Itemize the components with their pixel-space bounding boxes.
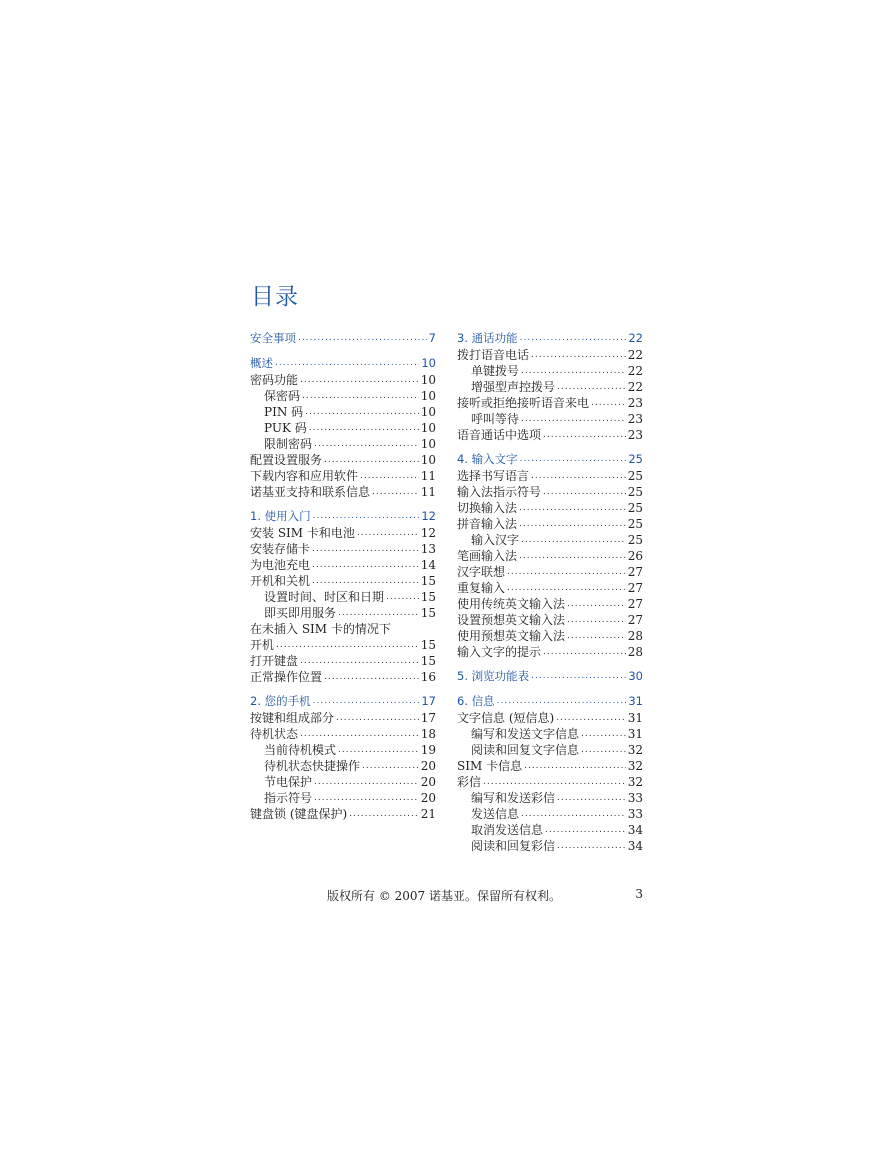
toc-entry[interactable] xyxy=(250,452,436,468)
toc-entry-title: 设置时间、时区和日期 xyxy=(264,590,385,604)
toc-entry-title: 4. 输入文字 xyxy=(457,452,518,466)
toc-page-number: 7 xyxy=(428,331,436,345)
toc-page-number: 26 xyxy=(627,549,643,563)
dot-leader xyxy=(357,525,419,541)
toc-section-heading[interactable] xyxy=(250,508,436,525)
toc-entry-title: 接听或拒绝接听语音来电 xyxy=(457,396,590,410)
toc-page-number: 33 xyxy=(627,791,643,805)
toc-page-number: 34 xyxy=(627,823,643,837)
toc-entry[interactable] xyxy=(457,758,643,774)
dot-leader xyxy=(302,388,419,404)
toc-subentry[interactable] xyxy=(457,838,643,854)
dot-leader xyxy=(557,838,626,854)
toc-entry[interactable] xyxy=(457,644,643,660)
dot-leader xyxy=(521,806,626,822)
toc-page-number: 21 xyxy=(420,807,436,821)
toc-page-number: 25 xyxy=(627,517,643,531)
toc-entry-title: 发送信息 xyxy=(471,807,520,821)
toc-entry-title: 安装存储卡 xyxy=(250,542,311,556)
toc-page-number: 10 xyxy=(420,453,436,467)
dot-leader xyxy=(275,355,419,372)
toc-subentry[interactable] xyxy=(250,742,436,758)
dot-leader xyxy=(543,427,626,443)
toc-entry-title: 使用预想英文输入法 xyxy=(457,629,566,643)
toc-entry-title: 待机状态快捷操作 xyxy=(264,759,361,773)
dot-leader xyxy=(524,758,626,774)
toc-entry-title: 节电保护 xyxy=(264,775,313,789)
dot-leader xyxy=(557,379,626,395)
toc-entry-title: 2. 您的手机 xyxy=(250,694,311,708)
toc-entry-title: 文字信息 (短信息) xyxy=(457,711,555,725)
toc-section-heading[interactable] xyxy=(457,330,643,347)
toc-page-number: 15 xyxy=(420,590,436,604)
toc-entry[interactable] xyxy=(250,621,436,637)
dot-leader xyxy=(324,669,419,685)
toc-subentry[interactable] xyxy=(457,379,643,395)
toc-entry[interactable] xyxy=(457,612,643,628)
toc-section-heading[interactable] xyxy=(457,451,643,468)
toc-entry[interactable] xyxy=(250,541,436,557)
toc-entry[interactable] xyxy=(457,710,643,726)
section-gap xyxy=(457,660,643,668)
toc-entry-title: 配置设置服务 xyxy=(250,453,323,467)
toc-subentry[interactable] xyxy=(457,411,643,427)
toc-section-heading[interactable] xyxy=(250,693,436,710)
page-title: 目录 xyxy=(251,284,299,310)
toc-entry-title: 概述 xyxy=(250,356,273,370)
toc-page-number: 12 xyxy=(420,526,436,540)
toc-section-heading[interactable] xyxy=(457,668,643,685)
toc-entry[interactable] xyxy=(250,372,436,388)
toc-section-heading[interactable] xyxy=(250,330,436,347)
toc-entry-title: 1. 使用入门 xyxy=(250,509,311,523)
toc-entry[interactable] xyxy=(250,573,436,589)
toc-subentry[interactable] xyxy=(457,726,643,742)
toc-entry[interactable] xyxy=(457,347,643,363)
toc-page-number: 14 xyxy=(420,558,436,572)
toc-page-number: 22 xyxy=(627,364,643,378)
toc-entry-title: 密码功能 xyxy=(250,373,299,387)
toc-entry-title: 切换输入法 xyxy=(457,501,518,515)
toc-entry-title: 安装 SIM 卡和电池 xyxy=(250,526,355,540)
toc-page-number: 33 xyxy=(627,807,643,821)
dot-leader xyxy=(313,508,420,525)
toc-page-number: 16 xyxy=(420,670,436,684)
toc-page-number: 10 xyxy=(421,356,436,370)
toc-entry[interactable] xyxy=(250,484,436,500)
toc-entry-title: 正常操作位置 xyxy=(250,670,323,684)
toc-page-number: 11 xyxy=(420,485,436,499)
toc-page-number: 10 xyxy=(420,389,436,403)
toc-entry-title: 指示符号 xyxy=(264,791,313,805)
dot-leader xyxy=(531,668,626,685)
toc-subentry[interactable] xyxy=(457,363,643,379)
toc-entry-title: 输入法指示符号 xyxy=(457,485,542,499)
dot-leader xyxy=(300,372,419,388)
toc-page-number: 17 xyxy=(420,711,436,725)
toc-subentry[interactable] xyxy=(250,790,436,806)
dot-leader xyxy=(360,468,419,484)
toc-entry-title: 呼叫等待 xyxy=(471,412,520,426)
toc-page-number: 27 xyxy=(627,597,643,611)
toc-page-number: 34 xyxy=(627,839,643,853)
toc-entry[interactable] xyxy=(457,484,643,500)
dot-leader xyxy=(531,347,626,363)
toc-page-number: 31 xyxy=(627,727,643,741)
toc-entry-title: 增强型声控拨号 xyxy=(471,380,556,394)
toc-entry-title: 语音通话中选项 xyxy=(457,428,542,442)
toc-page-number: 25 xyxy=(627,485,643,499)
toc-subentry[interactable] xyxy=(250,774,436,790)
toc-entry[interactable] xyxy=(250,637,436,653)
dot-leader xyxy=(519,516,626,532)
toc-entry-title: 待机状态 xyxy=(250,727,299,741)
dot-leader xyxy=(276,637,419,653)
dot-leader xyxy=(567,628,626,644)
toc-entry-title: PUK 码 xyxy=(264,421,307,435)
page-number: 3 xyxy=(635,887,643,901)
toc-entry[interactable] xyxy=(457,774,643,790)
copyright-notice: 版权所有 © 2007 诺基亚。保留所有权利。 xyxy=(327,889,561,903)
toc-page-number: 25 xyxy=(627,469,643,483)
toc-entry-title: 拨打语音电话 xyxy=(457,348,530,362)
dot-leader xyxy=(298,330,427,347)
dot-leader xyxy=(349,806,419,822)
toc-subentry[interactable] xyxy=(250,404,436,420)
toc-entry[interactable] xyxy=(457,500,643,516)
dot-leader xyxy=(300,726,419,742)
section-gap xyxy=(250,500,436,508)
toc-subentry[interactable] xyxy=(250,589,436,605)
toc-entry-title: 阅读和回复文字信息 xyxy=(471,743,580,757)
toc-entry[interactable] xyxy=(250,710,436,726)
toc-page-number: 25 xyxy=(627,533,643,547)
toc-subentry[interactable] xyxy=(457,790,643,806)
toc-page-number: 23 xyxy=(627,396,643,410)
dot-leader xyxy=(507,580,626,596)
dot-leader xyxy=(520,330,627,347)
toc-subentry[interactable] xyxy=(457,532,643,548)
dot-leader xyxy=(497,693,627,710)
toc-page-number: 28 xyxy=(627,645,643,659)
toc-entry-title: SIM 卡信息 xyxy=(457,759,523,773)
dot-leader xyxy=(372,484,419,500)
dot-leader xyxy=(519,500,626,516)
dot-leader xyxy=(581,726,626,742)
dot-leader xyxy=(312,541,419,557)
toc-page-number: 10 xyxy=(420,421,436,435)
toc-subentry[interactable] xyxy=(457,806,643,822)
toc-entry-title: 在未插入 SIM 卡的情况下 xyxy=(250,622,391,636)
dot-leader xyxy=(305,404,419,420)
toc-page-number: 32 xyxy=(627,743,643,757)
toc-entry-title: PIN 码 xyxy=(264,405,304,419)
toc-entry-title: 安全事项 xyxy=(250,331,296,345)
dot-leader xyxy=(507,564,626,580)
dot-leader xyxy=(314,436,419,452)
toc-entry-title: 使用传统英文输入法 xyxy=(457,597,566,611)
toc-entry[interactable] xyxy=(457,427,643,443)
toc-page-number: 15 xyxy=(420,606,436,620)
toc-entry[interactable] xyxy=(250,669,436,685)
toc-entry-title: 编写和发送彩信 xyxy=(471,791,556,805)
toc-subentry[interactable] xyxy=(250,388,436,404)
toc-page-number: 11 xyxy=(420,469,436,483)
toc-page-number: 18 xyxy=(420,727,436,741)
dot-leader xyxy=(591,395,626,411)
toc-entry-title: 即买即用服务 xyxy=(264,606,337,620)
toc-page-number: 10 xyxy=(420,373,436,387)
dot-leader xyxy=(519,548,626,564)
toc-entry-title: 为电池充电 xyxy=(250,558,311,572)
toc-subentry[interactable] xyxy=(250,420,436,436)
dot-leader xyxy=(521,363,626,379)
dot-leader xyxy=(314,790,419,806)
toc-page-number: 27 xyxy=(627,565,643,579)
toc-entry[interactable] xyxy=(457,468,643,484)
toc-page-number: 22 xyxy=(628,331,643,345)
dot-leader xyxy=(313,693,420,710)
dot-leader xyxy=(338,605,419,621)
toc-page-number: 23 xyxy=(627,428,643,442)
toc-entry-title: 6. 信息 xyxy=(457,694,495,708)
toc-entry[interactable] xyxy=(457,628,643,644)
toc-entry-title: 诺基亚支持和联系信息 xyxy=(250,485,371,499)
toc-page-number: 20 xyxy=(420,791,436,805)
toc-entry[interactable] xyxy=(250,557,436,573)
dot-leader xyxy=(521,532,626,548)
toc-page-number: 15 xyxy=(420,574,436,588)
toc-entry[interactable] xyxy=(457,548,643,564)
toc-entry-title: 汉字联想 xyxy=(457,565,506,579)
toc-entry[interactable] xyxy=(457,564,643,580)
dot-leader xyxy=(312,557,419,573)
dot-leader xyxy=(543,644,626,660)
dot-leader xyxy=(543,484,626,500)
toc-entry-title: 取消发送信息 xyxy=(471,823,544,837)
toc-page-number: 30 xyxy=(628,669,643,683)
toc-entry-title: 打开键盘 xyxy=(250,654,299,668)
toc-entry-title: 编写和发送文字信息 xyxy=(471,727,580,741)
dot-leader xyxy=(309,420,419,436)
toc-entry-title: 开机 xyxy=(250,638,275,652)
toc-page-number: 13 xyxy=(420,542,436,556)
dot-leader xyxy=(581,742,626,758)
dot-leader xyxy=(557,790,626,806)
section-gap xyxy=(250,685,436,693)
dot-leader xyxy=(520,451,627,468)
toc-page-number: 23 xyxy=(627,412,643,426)
toc-entry-title: 当前待机模式 xyxy=(264,743,337,757)
dot-leader xyxy=(521,411,626,427)
toc-page-number: 32 xyxy=(627,775,643,789)
section-gap xyxy=(457,685,643,693)
toc-page-number: 17 xyxy=(421,694,436,708)
toc-page-number: 20 xyxy=(420,775,436,789)
toc-entry-title: 输入汉字 xyxy=(471,533,520,547)
toc-entry-title: 保密码 xyxy=(264,389,301,403)
toc-page-number: 15 xyxy=(420,638,436,652)
toc-page-number: 22 xyxy=(627,348,643,362)
toc-entry[interactable] xyxy=(457,395,643,411)
toc-page-number: 32 xyxy=(627,759,643,773)
toc-entry-title: 阅读和回复彩信 xyxy=(471,839,556,853)
dot-leader xyxy=(312,573,419,589)
toc-entry-title: 按键和组成部分 xyxy=(250,711,335,725)
toc-left-column xyxy=(250,330,436,822)
section-gap xyxy=(250,347,436,355)
toc-page-number: 20 xyxy=(420,759,436,773)
toc-subentry[interactable] xyxy=(250,436,436,452)
toc-page-number: 28 xyxy=(627,629,643,643)
toc-entry-title: 3. 通话功能 xyxy=(457,331,518,345)
toc-entry-title: 彩信 xyxy=(457,775,482,789)
toc-entry-title: 限制密码 xyxy=(264,437,313,451)
toc-entry[interactable] xyxy=(250,806,436,822)
toc-section-heading[interactable] xyxy=(250,355,436,372)
dot-leader xyxy=(336,710,419,726)
toc-entry[interactable] xyxy=(250,653,436,669)
dot-leader xyxy=(314,774,419,790)
toc-entry-title: 下载内容和应用软件 xyxy=(250,469,359,483)
toc-page-number: 31 xyxy=(627,711,643,725)
toc-entry-title: 重复输入 xyxy=(457,581,506,595)
toc-entry-title: 选择书写语言 xyxy=(457,469,530,483)
toc-entry[interactable] xyxy=(457,516,643,532)
dot-leader xyxy=(567,596,626,612)
toc-entry-title: 开机和关机 xyxy=(250,574,311,588)
toc-entry-title: 输入文字的提示 xyxy=(457,645,542,659)
toc-page-number: 10 xyxy=(420,405,436,419)
dot-leader xyxy=(531,468,626,484)
dot-leader xyxy=(300,653,419,669)
toc-page-number: 25 xyxy=(627,501,643,515)
toc-page-number: 27 xyxy=(627,581,643,595)
toc-page-number: 22 xyxy=(627,380,643,394)
toc-subentry[interactable] xyxy=(457,742,643,758)
dot-leader xyxy=(483,774,626,790)
toc-subentry[interactable] xyxy=(457,822,643,838)
toc-section-heading[interactable] xyxy=(457,693,643,710)
dot-leader xyxy=(324,452,419,468)
toc-entry-title: 设置预想英文输入法 xyxy=(457,613,566,627)
toc-entry-title: 5. 浏览功能表 xyxy=(457,669,530,683)
toc-right-column xyxy=(457,330,643,854)
toc-page-number: 12 xyxy=(421,509,436,523)
toc-entry-title: 键盘锁 (键盘保护) xyxy=(250,807,348,821)
dot-leader xyxy=(556,710,626,726)
toc-entry-title: 单键拨号 xyxy=(471,364,520,378)
toc-subentry[interactable] xyxy=(250,758,436,774)
toc-entry[interactable] xyxy=(457,580,643,596)
toc-entry-title: 笔画输入法 xyxy=(457,549,518,563)
toc-page-number: 25 xyxy=(628,452,643,466)
dot-leader xyxy=(338,742,419,758)
toc-entry[interactable] xyxy=(250,726,436,742)
toc-page-number: 31 xyxy=(628,694,643,708)
dot-leader xyxy=(545,822,626,838)
dot-leader xyxy=(386,589,419,605)
toc-entry[interactable] xyxy=(250,525,436,541)
dot-leader xyxy=(362,758,419,774)
toc-entry[interactable] xyxy=(250,468,436,484)
dot-leader xyxy=(567,612,626,628)
toc-entry-title: 拼音输入法 xyxy=(457,517,518,531)
toc-page-number: 15 xyxy=(420,654,436,668)
section-gap xyxy=(457,443,643,451)
toc-page-number: 10 xyxy=(420,437,436,451)
toc-subentry[interactable] xyxy=(250,605,436,621)
toc-page-number: 27 xyxy=(627,613,643,627)
toc-page-number: 19 xyxy=(420,743,436,757)
toc-entry[interactable] xyxy=(457,596,643,612)
